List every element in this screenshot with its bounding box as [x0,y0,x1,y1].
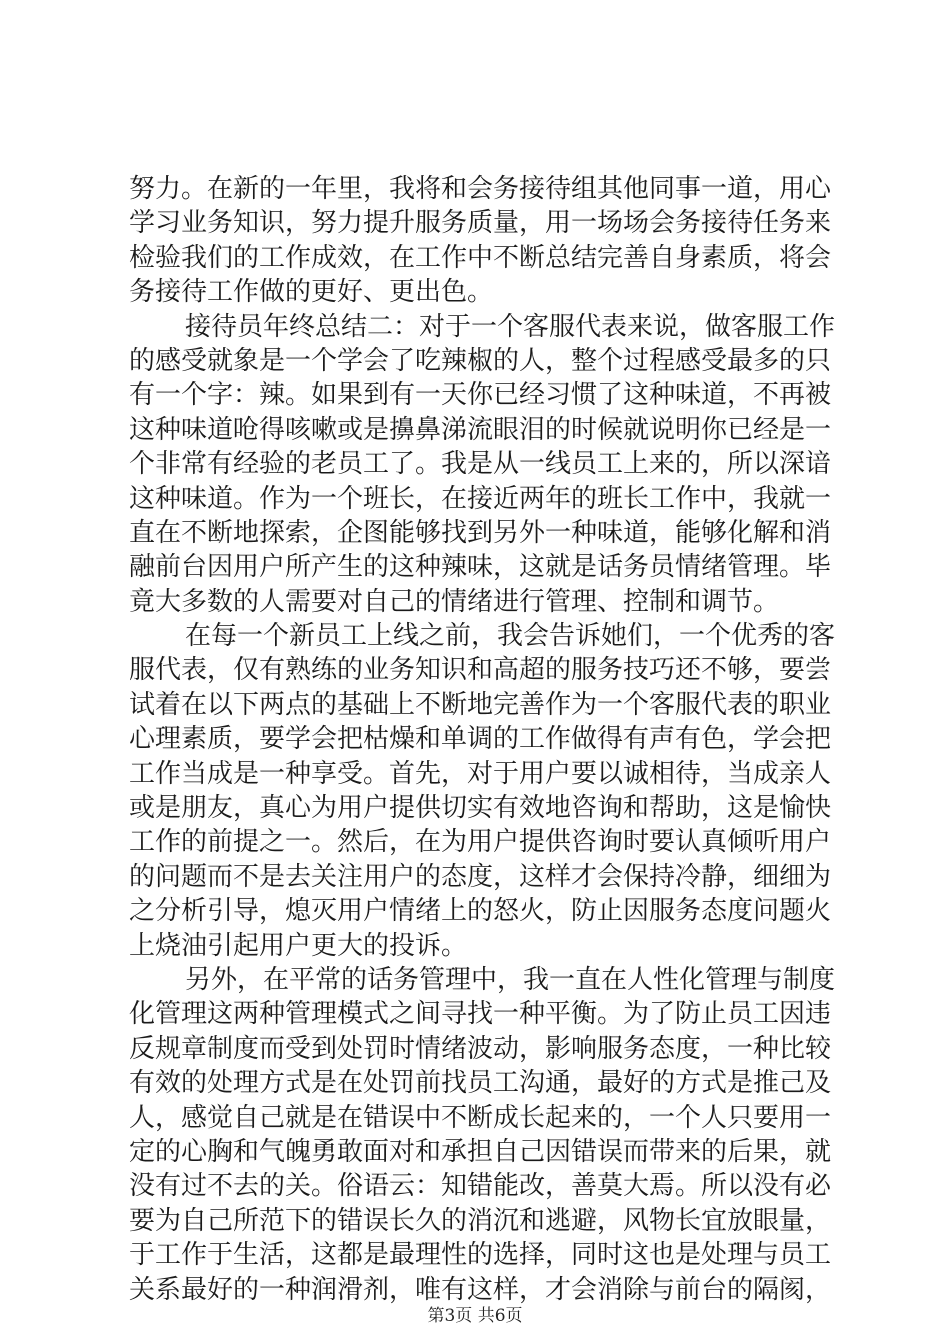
text-line: 上烧油引起用户更大的投诉。 [129,930,468,961]
text-line: 有效的处理方式是在处罚前找员工沟通，最好的方式是推己及 [129,1068,832,1099]
text-line: 心理素质，要学会把枯燥和单调的工作做得有声有色，学会把 [129,724,832,755]
text-line: 服代表，仅有熟练的业务知识和高超的服务技巧还不够，要尝 [129,655,832,686]
text-line: 在每一个新员工上线之前，我会告诉她们，一个优秀的客 [185,621,836,652]
text-line: 要为自己所范下的错误长久的消沉和逃避，风物长宜放眼量， [129,1205,832,1236]
text-line: 定的心胸和气魄勇敢面对和承担自己因错误而带来的后果，就 [129,1136,832,1167]
text-line: 学习业务知识，努力提升服务质量，用一场场会务接待任务来 [129,208,832,239]
document-body [129,172,836,1307]
text-line: 于工作于生活，这都是最理性的选择，同时这也是处理与员工 [129,1240,832,1271]
text-line: 的问题而不是去关注用户的态度，这样才会保持冷静，细细为 [129,861,832,892]
text-line: 直在不断地探索，企图能够找到另外一种味道，能够化解和消 [129,517,832,548]
text-line: 另外，在平常的话务管理中，我一直在人性化管理与制度 [185,964,836,995]
text-line: 试着在以下两点的基础上不断地完善作为一个客服代表的职业 [129,689,832,720]
text-line: 检验我们的工作成效，在工作中不断总结完善自身素质，将会 [129,242,832,273]
text-line: 工作的前提之一。然后，在为用户提供咨询时要认真倾听用户 [129,827,832,858]
text-line: 这种味道。作为一个班长，在接近两年的班长工作中，我就一 [129,483,832,514]
text-line: 没有过不去的关。俗语云：知错能改，善莫大焉。所以没有必 [129,1171,832,1202]
text-line: 化管理这两种管理模式之间寻找一种平衡。为了防止员工因违 [129,999,832,1030]
text-line: 这种味道呛得咳嗽或是擤鼻涕流眼泪的时候就说明你已经是一 [129,414,832,445]
text-line: 反规章制度而受到处罚时情绪波动，影响服务态度，一种比较 [129,1033,832,1064]
text-line: 个非常有经验的老员工了。我是从一线员工上来的，所以深谙 [129,449,832,480]
text-line: 或是朋友，真心为用户提供切实有效地咨询和帮助，这是愉快 [129,793,832,824]
text-line: 之分析引导，熄灭用户情绪上的怒火，防止因服务态度问题火 [129,896,832,927]
text-line: 工作当成是一种享受。首先，对于用户要以诚相待，当成亲人 [129,758,832,789]
text-line: 人，感觉自己就是在错误中不断成长起来的，一个人只要用一 [129,1102,832,1133]
text-line: 关系最好的一种润滑剂，唯有这样，才会消除与前台的隔阂， [129,1274,832,1305]
text-line: 竟大多数的人需要对自己的情绪进行管理、控制和调节。 [129,586,780,617]
text-line: 努力。在新的一年里，我将和会务接待组其他同事一道，用心 [129,174,832,204]
text-line: 融前台因用户所产生的这种辣味，这就是话务员情绪管理。毕 [129,552,832,583]
text-line: 接待员年终总结二：对于一个客服代表来说，做客服工作 [185,311,836,342]
text-line: 有一个字：辣。如果到有一天你已经习惯了这种味道，不再被 [129,380,832,411]
text-line: 的感受就象是一个学会了吃辣椒的人，整个过程感受最多的只 [129,345,832,376]
text-line: 务接待工作做的更好、更出色。 [129,277,494,308]
page-footer: 第3页 共6页 [427,1306,523,1326]
